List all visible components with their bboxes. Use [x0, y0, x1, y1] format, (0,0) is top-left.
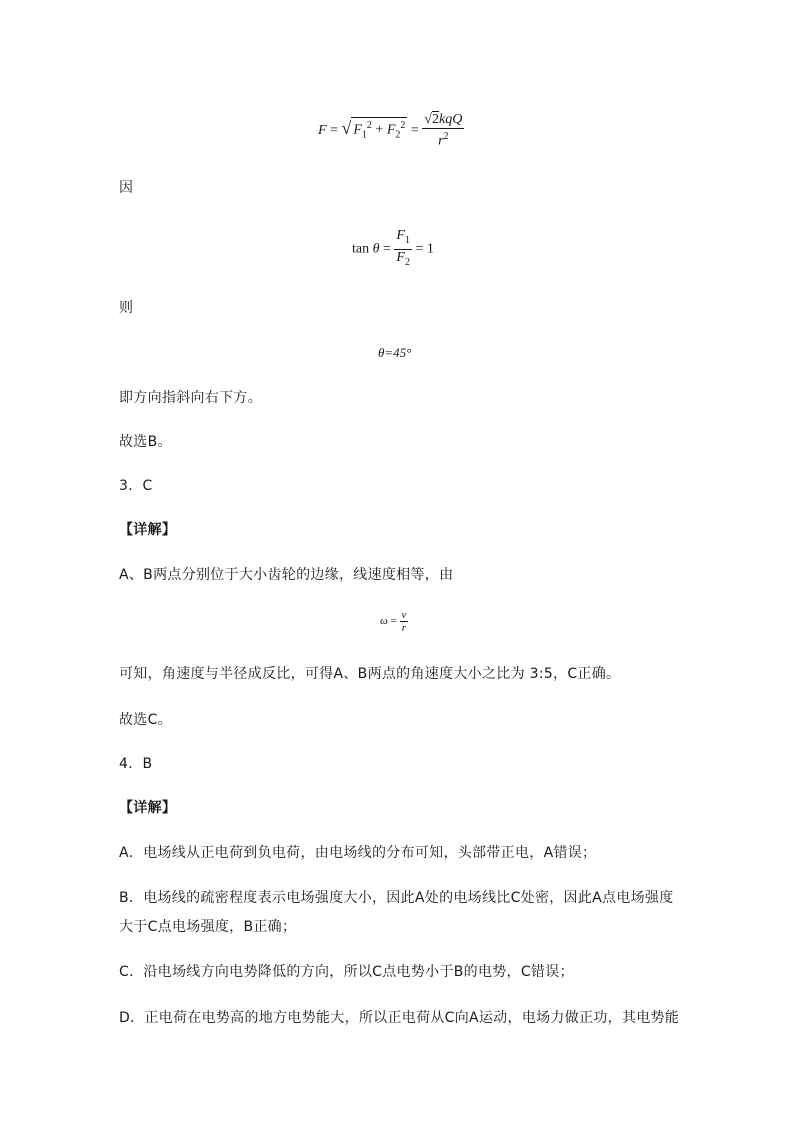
detail-heading-3: 【详解】	[119, 522, 177, 538]
formula-tan-theta: tan θ = $\frac{F_1}{F_2}$ = 1	[352, 228, 434, 268]
formula-omega: ω = $\frac{v}{r}$	[380, 609, 407, 634]
question-3-answer: 3．C	[119, 478, 153, 494]
option-b-line1: B．电场线的疏密程度表示电场强度大小，因此A处的电场线比C处密，因此A点电场强度	[119, 890, 674, 906]
option-b-line2: 大于C点电场强度，B正确；	[119, 919, 297, 935]
detail-heading-4: 【详解】	[119, 800, 177, 816]
text-ratio: 可知，角速度与半径成反比，可得A、B两点的角速度大小之比为 3:5，C正确。	[119, 666, 621, 682]
text-ze: 则	[119, 300, 134, 316]
question-4-answer: 4．B	[119, 756, 153, 772]
option-d: D．正电荷在电势高的地方电势能大，所以正电荷从C向A运动，电场力做正功，其电势能	[119, 1010, 680, 1026]
text-yin: 因	[119, 180, 134, 196]
option-a: A．电场线从正电荷到负电荷，由电场线的分布可知，头部带正电，A错误；	[119, 845, 597, 861]
text-direction: 即方向指斜向右下方。	[119, 390, 262, 406]
text-ab-edge: A、B两点分别位于大小齿轮的边缘，线速度相等，由	[119, 567, 454, 583]
formula-resultant-force: F = √ $F_1^2 + F_2^2$ = $\frac{\text{√2kqQ}}{r^2}$	[318, 112, 463, 149]
text-choose-b: 故选B。	[119, 434, 172, 450]
option-c: C．沿电场线方向电势降低的方向，所以C点电势小于B的电势，C错误；	[119, 964, 574, 980]
text-choose-c: 故选C。	[119, 712, 172, 728]
formula-theta-value: θ=45°	[378, 345, 412, 360]
